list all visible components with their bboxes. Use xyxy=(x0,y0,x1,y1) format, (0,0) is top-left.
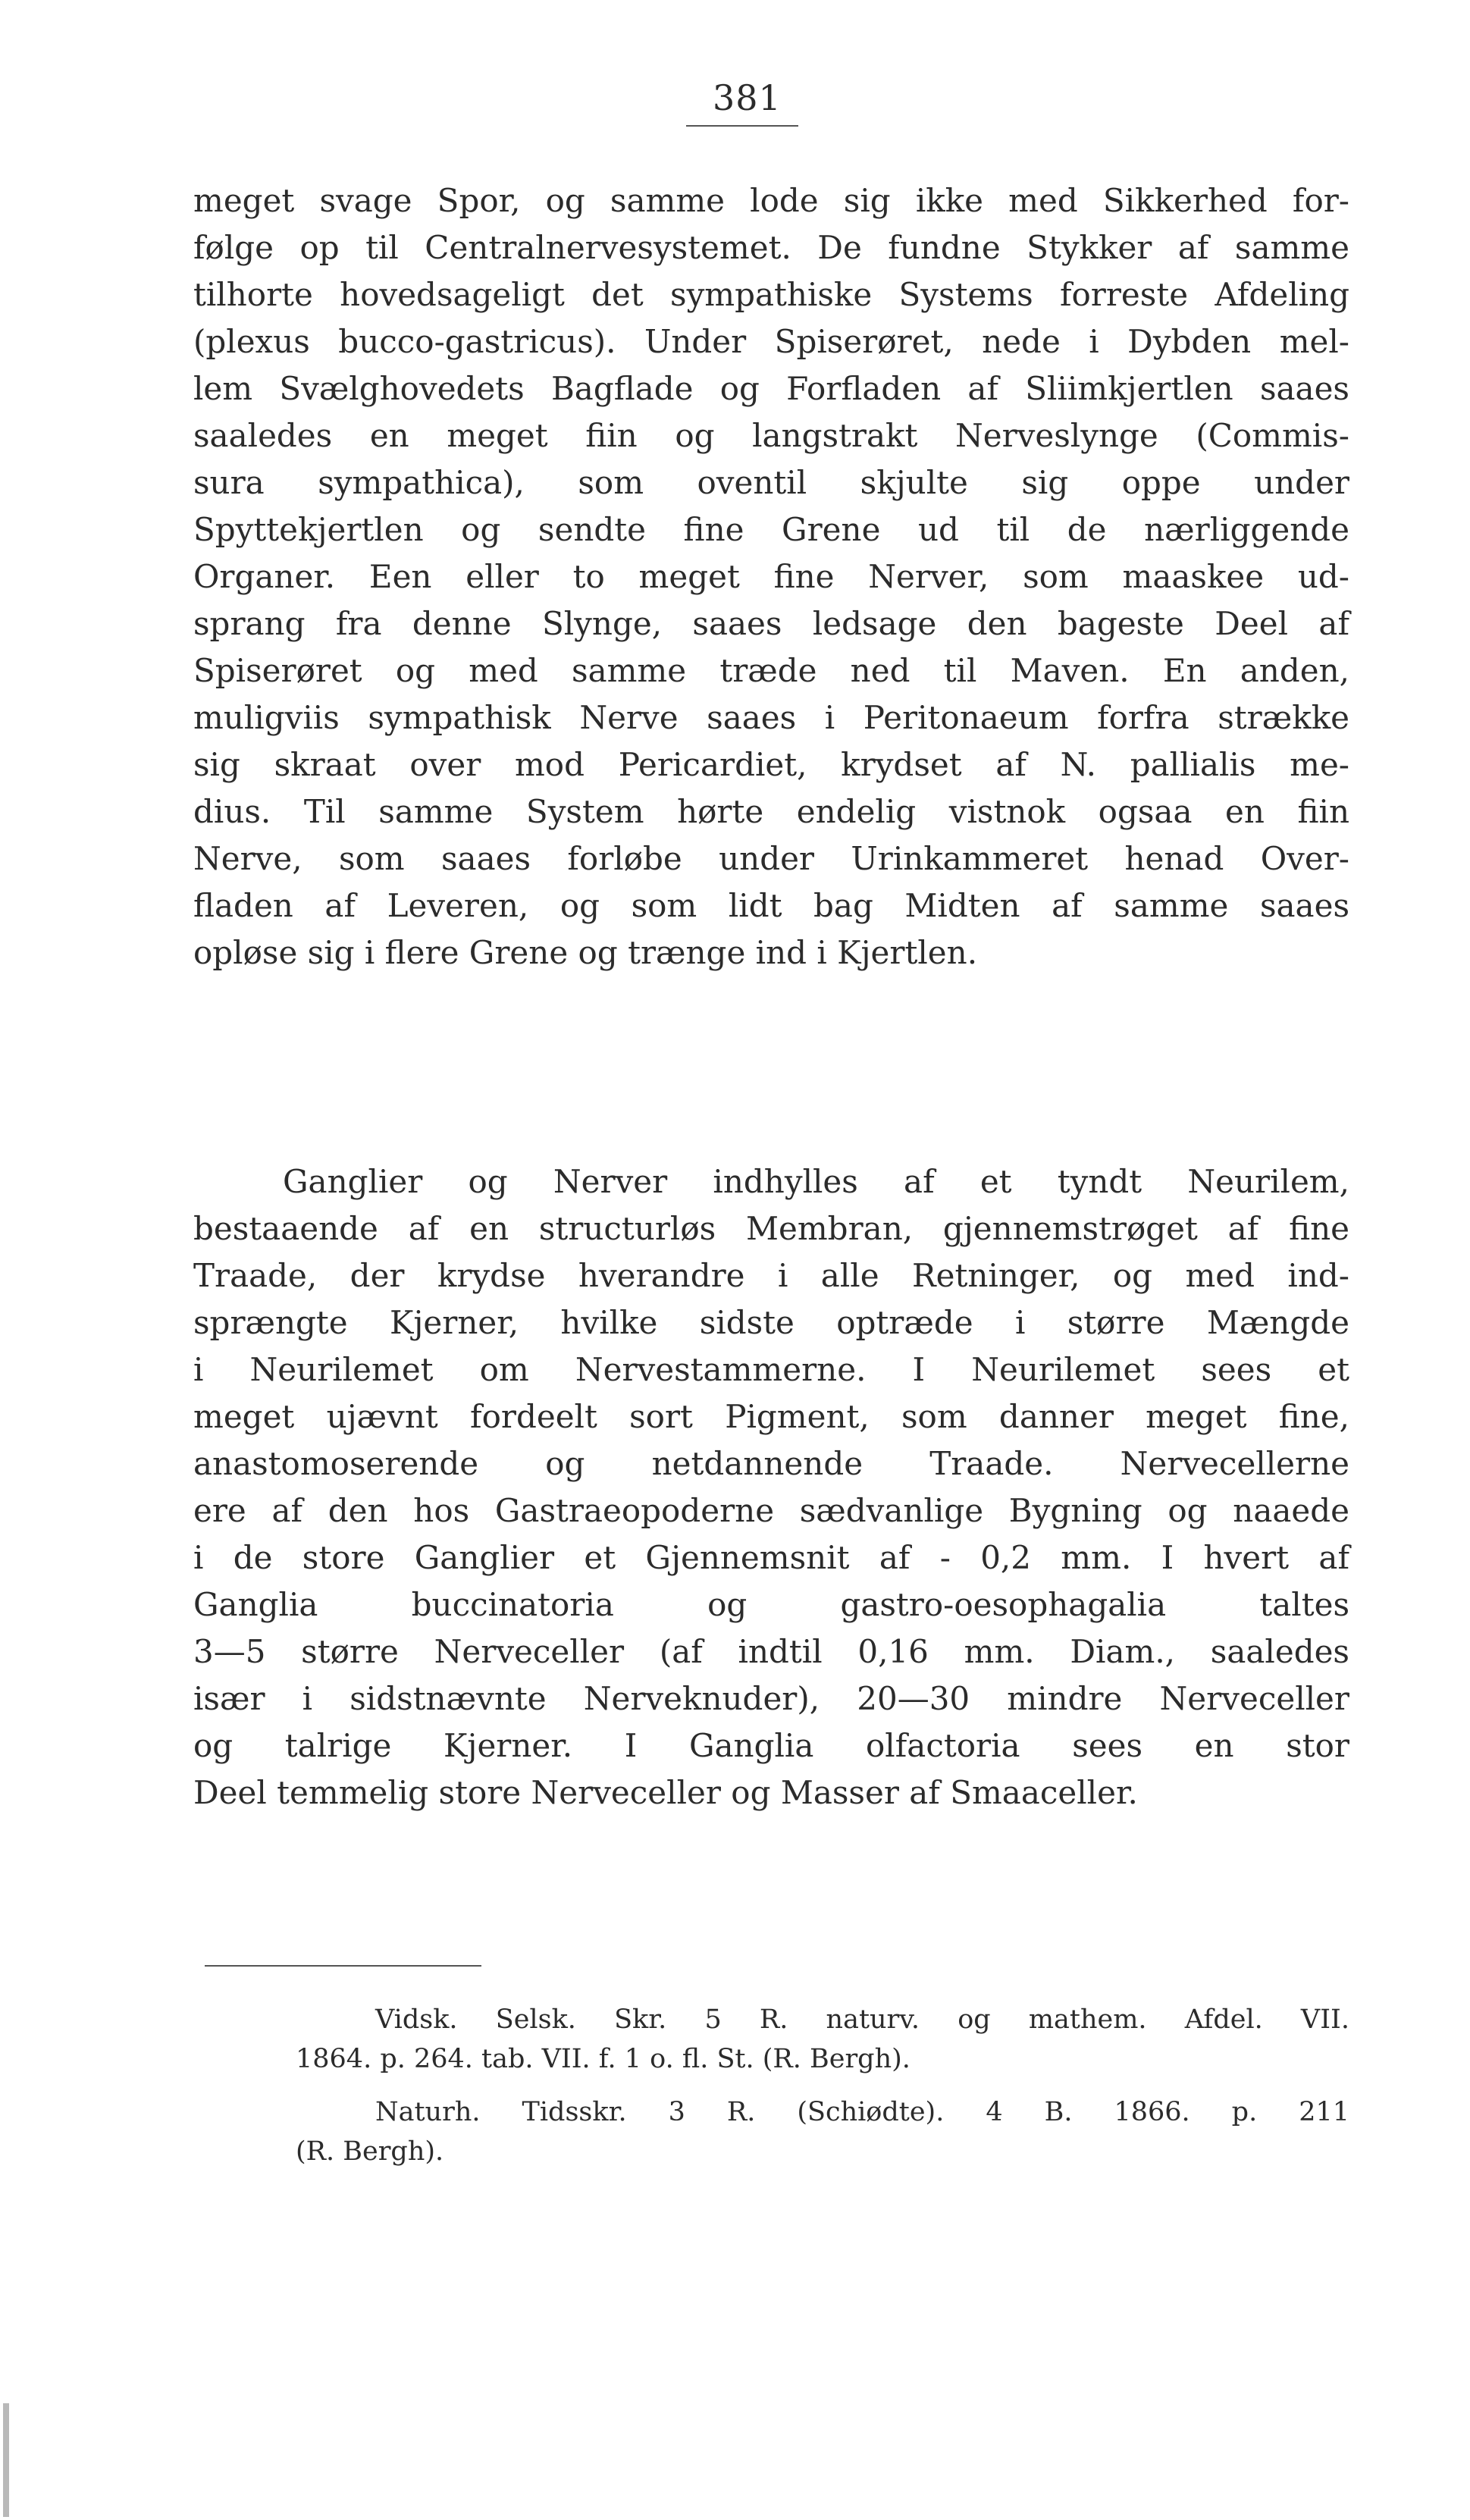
scan-edge-mark xyxy=(3,2403,9,2517)
footnote-line: Naturh. Tidsskr. 3 R. (Schiødte). 4 B. 1866. p. 211 xyxy=(375,2097,1349,2127)
footnote-line: 1864. p. 264. tab. VII. f. 1 o. fl. St. (R. Bergh). xyxy=(296,2044,911,2074)
text-line: muligviis sympathisk Nerve saaes i Peritonaeum forfra strække xyxy=(193,699,1349,736)
text-line: 3—5 større Nerveceller (af indtil 0,16 mm. Diam., saaledes xyxy=(193,1633,1349,1670)
text-line: anastomoserende og netdannende Traade. Nervecellerne xyxy=(193,1445,1349,1482)
text-line: og talrige Kjerner. I Ganglia olfactoria sees en stor xyxy=(193,1727,1349,1764)
text-line: tilhorte hovedsageligt det sympathiske Systems forreste Afdeling xyxy=(193,276,1349,313)
text-line: Ganglia buccinatoria og gastro-oesophagalia taltes xyxy=(193,1586,1349,1623)
text-line: dius. Til samme System hørte endelig vistnok ogsaa en fiin xyxy=(193,793,1349,830)
footnote-line: Vidsk. Selsk. Skr. 5 R. naturv. og mathem. Afdel. VII. xyxy=(375,2004,1349,2035)
text-line: i de store Ganglier et Gjennemsnit af - 0,2 mm. I hvert af xyxy=(193,1539,1349,1576)
page-number: 381 xyxy=(713,77,782,118)
text-line: Spiserøret og med samme træde ned til Maven. En anden, xyxy=(193,652,1349,689)
footnote-line: (R. Bergh). xyxy=(296,2136,444,2167)
text-line: sprængte Kjerner, hvilke sidste optræde i større Mængde xyxy=(193,1304,1349,1341)
text-line: følge op til Centralnervesystemet. De fundne Stykker af samme xyxy=(193,229,1349,266)
page-number-rule xyxy=(686,125,798,127)
text-line: i Neurilemet om Nervestammerne. I Neurilemet sees et xyxy=(193,1351,1349,1388)
text-line: meget svage Spor, og samme lode sig ikke med Sikkerhed for- xyxy=(193,182,1349,219)
text-line: Organer. Een eller to meget fine Nerver, som maaskee ud- xyxy=(193,558,1349,595)
text-line: (plexus bucco-gastricus). Under Spiserøret, nede i Dybden mel- xyxy=(193,323,1349,360)
text-line: sig skraat over mod Pericardiet, krydset af N. pallialis me- xyxy=(193,746,1349,783)
text-line: Deel temmelig store Nerveceller og Masser af Smaaceller. xyxy=(193,1774,1138,1811)
text-line: sura sympathica), som oventil skjulte sig oppe under xyxy=(193,464,1349,501)
text-line: opløse sig i flere Grene og trænge ind i Kjertlen. xyxy=(193,934,978,971)
text-line: saaledes en meget fiin og langstrakt Nerveslynge (Commis- xyxy=(193,417,1349,454)
text-line: især i sidstnævnte Nerveknuder), 20—30 mindre Nerveceller xyxy=(193,1680,1349,1717)
text-line: fladen af Leveren, og som lidt bag Midten af samme saaes xyxy=(193,887,1349,924)
text-line: Spyttekjertlen og sendte fine Grene ud til de nærliggende xyxy=(193,511,1349,548)
text-line: Ganglier og Nerver indhylles af et tyndt Neurilem, xyxy=(283,1163,1349,1200)
footnote-divider xyxy=(205,1965,481,1967)
text-line: lem Svælghovedets Bagflade og Forfladen af Sliimkjertlen saaes xyxy=(193,370,1349,407)
text-line: sprang fra denne Slynge, saaes ledsage den bageste Deel af xyxy=(193,605,1349,642)
text-line: Traade, der krydse hverandre i alle Retninger, og med ind- xyxy=(193,1257,1349,1294)
text-line: Nerve, som saaes forløbe under Urinkammeret henad Over- xyxy=(193,840,1349,877)
text-line: ere af den hos Gastraeopoderne sædvanlige Bygning og naaede xyxy=(193,1492,1349,1529)
text-line: bestaaende af en structurløs Membran, gjennemstrøget af fine xyxy=(193,1210,1349,1247)
text-line: meget ujævnt fordeelt sort Pigment, som danner meget fine, xyxy=(193,1398,1349,1435)
